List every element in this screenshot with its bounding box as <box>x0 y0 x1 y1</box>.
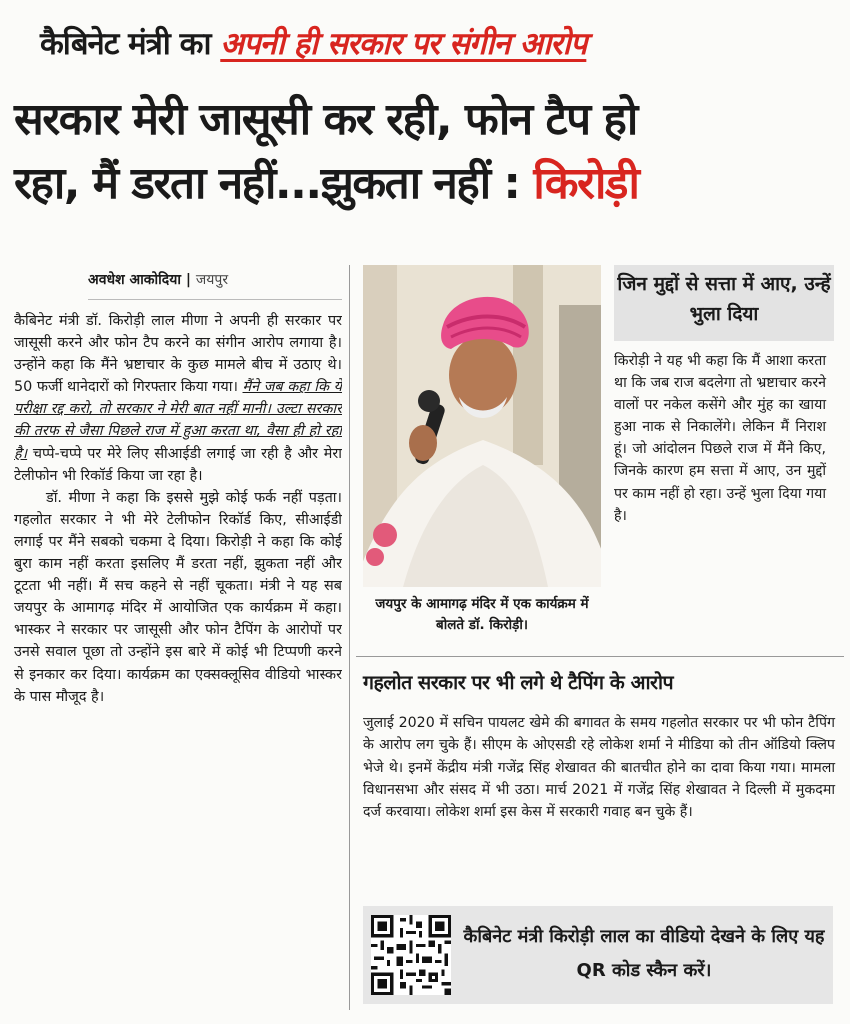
byline-sep: | <box>180 272 196 288</box>
qr-instruction: कैबिनेट मंत्री किरोड़ी लाल का वीडियो देखने के लिए यह QR कोड स्कैन करें। <box>463 926 825 981</box>
section2-body: जुलाई 2020 में सचिन पायलट खेमे की बगावत के समय गहलोत सरकार पर भी फोन टैपिंग के आरोप लग चुके हैं। सीएम के ओएसडी रहे लोकेश शर्मा ने मीडिया को तीन ऑडियो क्लिप भेजे थे। इनमें केंद्रीय मंत्री गजेंद्र सिंह शेखावत की बातचीत होने का दावा किया गया। मामला विधानसभा और संसद में भी उठा। मार्च 2021 में गजेंद्र सिंह शेखावत ने दिल्ली में मुकदमा दर्ज करवाया। लोकेश शर्मा इस केस में सरकारी गवाह बन चुके हैं। <box>363 715 835 821</box>
paragraph-1 <box>14 310 342 487</box>
byline-city: जयपुर <box>195 272 229 288</box>
headline <box>14 88 842 216</box>
kicker <box>40 22 830 74</box>
paragraph-1-start: कैबिनेट मंत्री डॉ. किरोड़ी लाल मीणा ने अपनी ही सरकार पर जासूसी करने और फोन टैप करने का संगीन आरोप लगाया है। उन्होंने कहा कि मैंने भ्रष्टाचार के कुछ मामले बीच में उठाए थे। 50 फर्जी थानेदारों को गिरफ्तार किया गया। <box>14 313 342 396</box>
qr-box <box>363 906 833 1004</box>
qr-code-icon[interactable] <box>371 914 451 996</box>
headline-line1: सरकार मेरी जासूसी कर रही, फोन टैप हो <box>14 94 637 145</box>
speaker-photo-image <box>363 265 601 587</box>
paragraph-1-quote: मैंने जब कहा कि ये परीक्षा रद्द करो, तो सरकार ने मेरी बात नहीं मानी। उल्टा सरकार की तरफ से जैसा पिछले राज में हुआ करता था, वैसा ही हो रहा है। <box>14 379 342 462</box>
left-column <box>14 265 342 1010</box>
kicker-highlight: अपनी ही सरकार पर संगीन आरोप <box>220 26 587 62</box>
headline-name: किरोड़ी <box>533 158 639 209</box>
paragraph-2: डॉ. मीणा ने कहा कि इससे मुझे कोई फर्क नहीं पड़ता। गहलोत सरकार ने भी मेरे टेलीफोन रिकॉर्ड किए, सीआईडी लगाई पर मैंने सबको चकमा दे दिया। किरोड़ी ने कहा कि कोई बुरा काम नहीं करता इसलिए मैं डरता नहीं, झुकता नहीं और टूटता भी नहीं। मैं सच कहने से नहीं चूकता। मंत्री ने यह सब जयपुर के आमागढ़ मंदिर में आयोजित एक कार्यक्रम में कहा। भास्कर ने सरकार पर जासूसी और फोन टैपिंग के आरोपों पर उनसे सवाल पूछा तो उन्होंने इस बारे में कोई भी टिप्पणी करने से इनकार कर दिया। कार्यक्रम का एक्सक्लूसिव वीडियो भास्कर के पास मौजूद है। <box>14 489 342 705</box>
kicker-prefix: कैबिनेट मंत्री का <box>40 26 221 62</box>
speaker-photo <box>363 265 601 587</box>
headline-line2: रहा, मैं डरता नहीं...झुकता नहीं : <box>14 158 534 209</box>
section2-title: गहलोत सरकार पर भी लगे थे टैपिंग के आरोप <box>363 671 674 694</box>
column-divider <box>349 265 350 1010</box>
sidebar-heading: जिन मुद्दों से सत्ता में आए, उन्हें भुला दिया <box>617 273 831 325</box>
paragraph-1-end: चप्पे-चप्पे पर मेरे लिए सीआईडी लगाई जा रही है और मेरा टेलीफोन भी रिकॉर्ड किया जा रहा है। <box>14 445 342 484</box>
byline-author: अवधेश आकोदिया <box>88 272 181 288</box>
sidebar-heading-box <box>614 265 834 341</box>
sidebar-text: किरोड़ी ने यह भी कहा कि मैं आशा करता था कि जब राज बदलेगा तो भ्रष्टाचार करने वालों पर नकेल कसेंगे और मुंह का खाया हुआ नाक से निकालेंगे। लेकिन मैं निराश हूं। जो आंदोलन पिछले राज में मैंने किए, जिनके कारण हम सत्ता में आए, उन मुद्दों पर काम नहीं हो रहा। उन्हें भुला दिया गया है। <box>614 353 826 524</box>
photo-caption: जयपुर के आमागढ़ मंदिर में एक कार्यक्रम में बोलते डॉ. किरोड़ी। <box>375 596 589 633</box>
byline <box>88 265 342 300</box>
headline-line2-wrap <box>14 152 842 216</box>
section-divider <box>356 656 844 657</box>
